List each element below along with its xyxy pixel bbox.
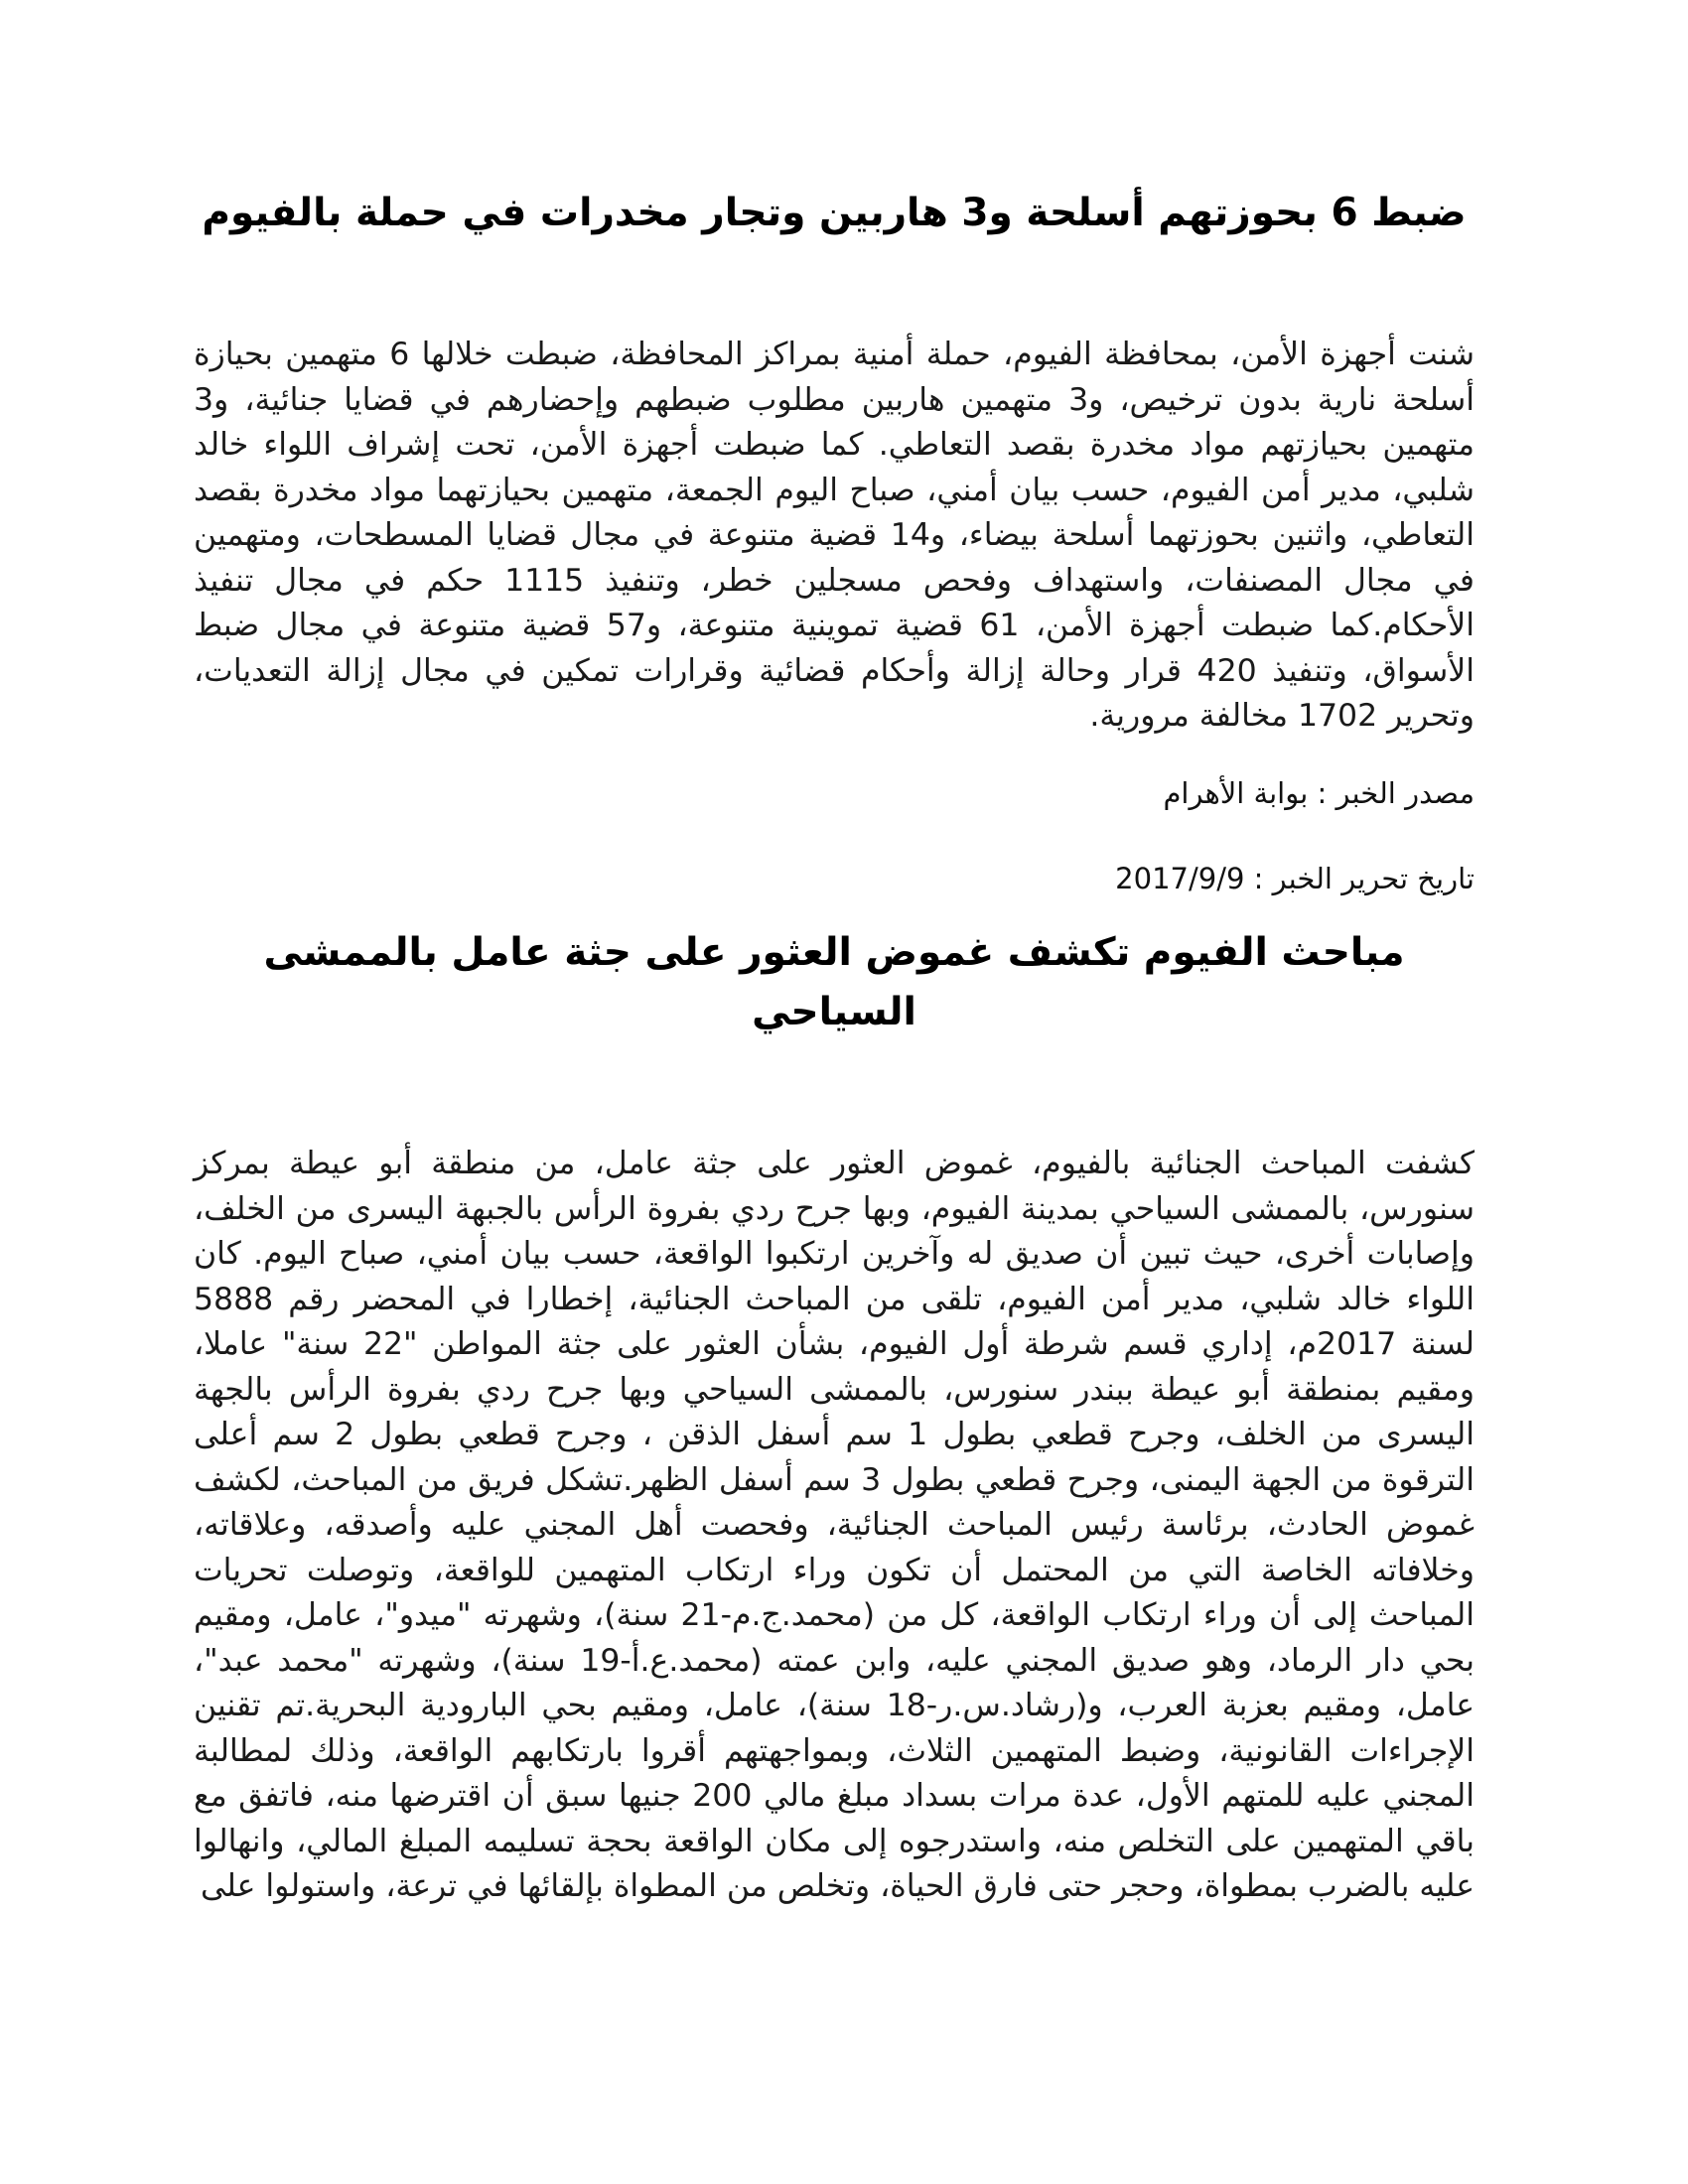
article-1-body: شنت أجهزة الأمن، بمحافظة الفيوم، حملة أمنية بمراكز المحافظة، ضبطت خلالها 6 متهمين بحيازة أسلحة نارية بدون ترخيص، و3 متهمين هاربين مطلوب ضبطهم وإحضارهم في قضايا جنائية، و3 متهمين بحيازتهم مواد مخدرة بقصد التعاطي. كما ضبطت أجهزة الأمن، تحت إشراف اللواء خالد شلبي، مدير أمن الفيوم، حسب بيان أمني، صباح اليوم الجمعة، متهمين بحيازتهما مواد مخدرة بقصد التعاطي، واثنين بحوزتهما أسلحة بيضاء، و14 قضية متنوعة في مجال قضايا المسطحات، ومتهمين في مجال المصنفات، واستهداف وفحص مسجلين خطر، وتنفيذ 1115 حكم في مجال تنفيذ الأحكام.كما ضبطت أجهزة الأمن، 61 قضية تموينية متنوعة، و57 قضية متنوعة في مجال ضبط الأسواق، وتنفيذ 420 قرار وحالة إزالة وأحكام قضائية وقرارات تمكين في مجال إزالة التعديات، وتحرير 1702 مخالفة مرورية. [194,337,1475,734]
article-2-headline: مباحث الفيوم تكشف غموض العثور على جثة عامل بالممشى السياحي [263,930,1405,1034]
article-1-date: تاريخ تحرير الخبر : 2017/9/9 [1115,861,1475,895]
article-2-body: كشفت المباحث الجنائية بالفيوم، غموض العثور على جثة عامل، من منطقة أبو عيطة بمركز سنورس، بالممشى السياحي بمدينة الفيوم، وبها جرح ردي بفروة الرأس بالجبهة اليسرى من الخلف، وإصابات أخرى، حيث تبين أن صديق له وآخرين ارتكبوا الواقعة، حسب بيان أمني، صباح اليوم. كان اللواء خالد شلبي، مدير أمن الفيوم، تلقى من المباحث الجنائية، إخطارا في المحضر رقم 5888 لسنة 2017م، إداري قسم شرطة أول الفيوم، بشأن العثور على جثة المواطن "22 سنة" عاملا، ومقيم بمنطقة أبو عيطة ببندر سنورس، بالممشى السياحي وبها جرح ردي بفروة الرأس بالجهة اليسرى من الخلف، وجرح قطعي بطول 1 سم أسفل الذقن ، وجرح قطعي بطول 2 سم أعلى الترقوة من الجهة اليمنى، وجرح قطعي بطول 3 سم أسفل الظهر.تشكل فريق من المباحث، لكشف غموض الحادث، برئاسة رئيس المباحث الجنائية، وفحصت أهل المجني عليه وأصدقه، وعلاقاته، وخلافاته الخاصة التي من المحتمل أن تكون وراء ارتكاب المتهمين للواقعة، وتوصلت تحريات المباحث إلى أن وراء ارتكاب الواقعة، كل من (محمد.ج.م-21 سنة)، وشهرته "ميدو"، عامل، ومقيم بحي دار الرماد، وهو صديق المجني عليه، وابن عمته (محمد.ع.أ-19 سنة)، وشهرته "محمد عبد"، عامل، ومقيم بعزبة العرب، و(رشاد.س.ر-18 سنة)، عامل، ومقيم بحي البارودية البحرية.تم تقنين الإجراءات القانونية، وضبط المتهمين الثلاث، وبمواجهتهم أقروا بارتكابهم الواقعة، وذلك لمطالبة المجني عليه للمتهم الأول، عدة مرات بسداد مبلغ مالي 200 جنيها سبق أن اقترضها منه، فاتفق مع باقي المتهمين على التخلص منه، واستدرجوه إلى مكان الواقعة بحجة تسليمه المبلغ المالي، وانهالوا عليه بالضرب بمطواة، وحجر حتى فارق الحياة، وتخلص من المطواة بإلقائها في ترعة، واستولوا على [194,1146,1475,1904]
article-1-headline: ضبط 6 بحوزتهم أسلحة و3 هاربين وتجار مخدرات في حملة بالفيوم [202,191,1467,235]
news-article-2 [194,923,1475,1910]
news-article-1 [194,184,1475,898]
article-1-source: مصدر الخبر : بوابة الأهرام [1163,775,1475,810]
